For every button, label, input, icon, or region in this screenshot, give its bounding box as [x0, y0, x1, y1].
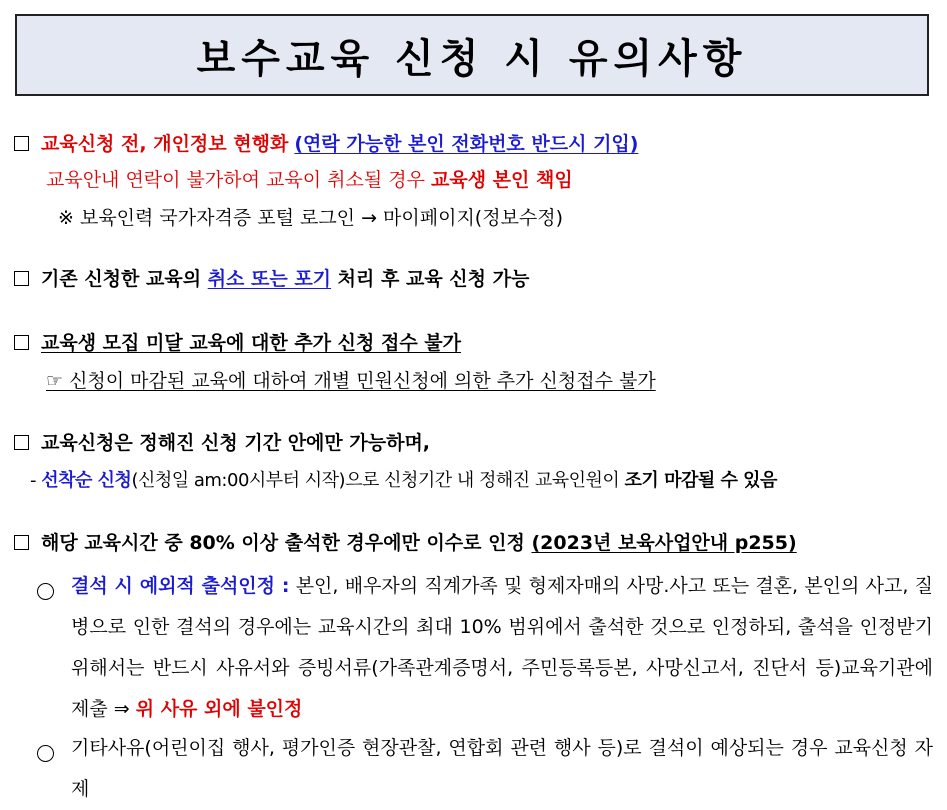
section-personal-info — [14, 131, 638, 157]
attendance-heading: 해당 교육시간 중 80% 이상 출석한 경우에만 이수로 인정 — [41, 532, 525, 554]
first-come-text: (신청일 am:00시부터 시작)으로 신청기간 내 정해진 교육인원이 — [131, 470, 620, 491]
title-box — [15, 14, 929, 96]
section-cancel-first — [14, 266, 529, 292]
cancel-first-post: 처리 후 교육 신청 가능 — [337, 268, 530, 290]
first-come-line — [30, 468, 777, 494]
exception-paragraph — [71, 566, 933, 730]
checkbox-square-icon — [14, 136, 29, 151]
circle-bullet-icon — [37, 745, 54, 762]
checkbox-square-icon — [14, 435, 29, 450]
other-reasons-text: 기타사유(어린이집 행사, 평가인증 현장관찰, 연합회 관련 행사 등)로 결석이 예상되는 경우 교육신청 자제 — [71, 737, 933, 800]
first-come-label: 선착순 신청 — [41, 470, 132, 491]
attendance-reference: (2023년 보육사업안내 p255) — [531, 532, 797, 554]
cancel-liability-line — [46, 167, 573, 193]
page-title: 보수교육 신청 시 유의사항 — [196, 35, 748, 82]
section-attendance — [14, 530, 797, 556]
not-recognized-note: 위 사유 외에 불인정 — [135, 698, 303, 720]
early-close-note: 조기 마감될 수 있음 — [624, 470, 777, 491]
portal-note: ※ 보육인력 국가자격증 포털 로그인 → 마이페이지(정보수정) — [58, 207, 564, 229]
phone-number-note: (연락 가능한 본인 전화번호 반드시 기입) — [294, 133, 639, 155]
checkbox-square-icon — [14, 271, 29, 286]
exception-label: 결석 시 예외적 출석인정 : — [71, 575, 290, 597]
cancel-liability-text: 교육안내 연락이 불가하여 교육이 취소될 경우 — [46, 169, 425, 191]
section-no-additional — [14, 330, 461, 356]
dash-bullet: - — [30, 470, 36, 491]
personal-info-heading: 교육신청 전, 개인정보 현행화 — [41, 133, 289, 155]
exception-text: 본인, 배우자의 직계가족 및 형제자매의 사망.사고 또는 결혼, 본인의 사고, 질병으로 인한 결석의 경우에는 교육시간의 최대 10% 범위에서 출석한 것으로 인정하되, 출석을 인정받기 위해서는 반드시 사유서와 증빙서류(가족관계증명서, 주민등록등본, 사망신고서, 진단서 등)교육기관에 제출 ⇒ — [71, 575, 933, 720]
other-reasons-paragraph — [71, 728, 933, 810]
no-additional-sub: ☞ 신청이 마감된 교육에 대하여 개별 민원신청에 의한 추가 신청접수 불가 — [46, 370, 656, 392]
cancel-first-pre: 기존 신청한 교육의 — [41, 268, 202, 290]
checkbox-square-icon — [14, 335, 29, 350]
circle-bullet-icon — [37, 583, 54, 600]
period-heading: 교육신청은 정해진 신청 기간 안에만 가능하며, — [41, 432, 431, 454]
section-period — [14, 430, 430, 456]
checkbox-square-icon — [14, 535, 29, 550]
circle-bullet-1 — [37, 583, 70, 603]
no-additional-heading: 교육생 모집 미달 교육에 대한 추가 신청 접수 불가 — [41, 332, 461, 354]
cancel-or-forfeit: 취소 또는 포기 — [207, 268, 332, 290]
trainee-responsibility: 교육생 본인 책임 — [430, 169, 573, 191]
circle-bullet-2 — [37, 745, 70, 765]
